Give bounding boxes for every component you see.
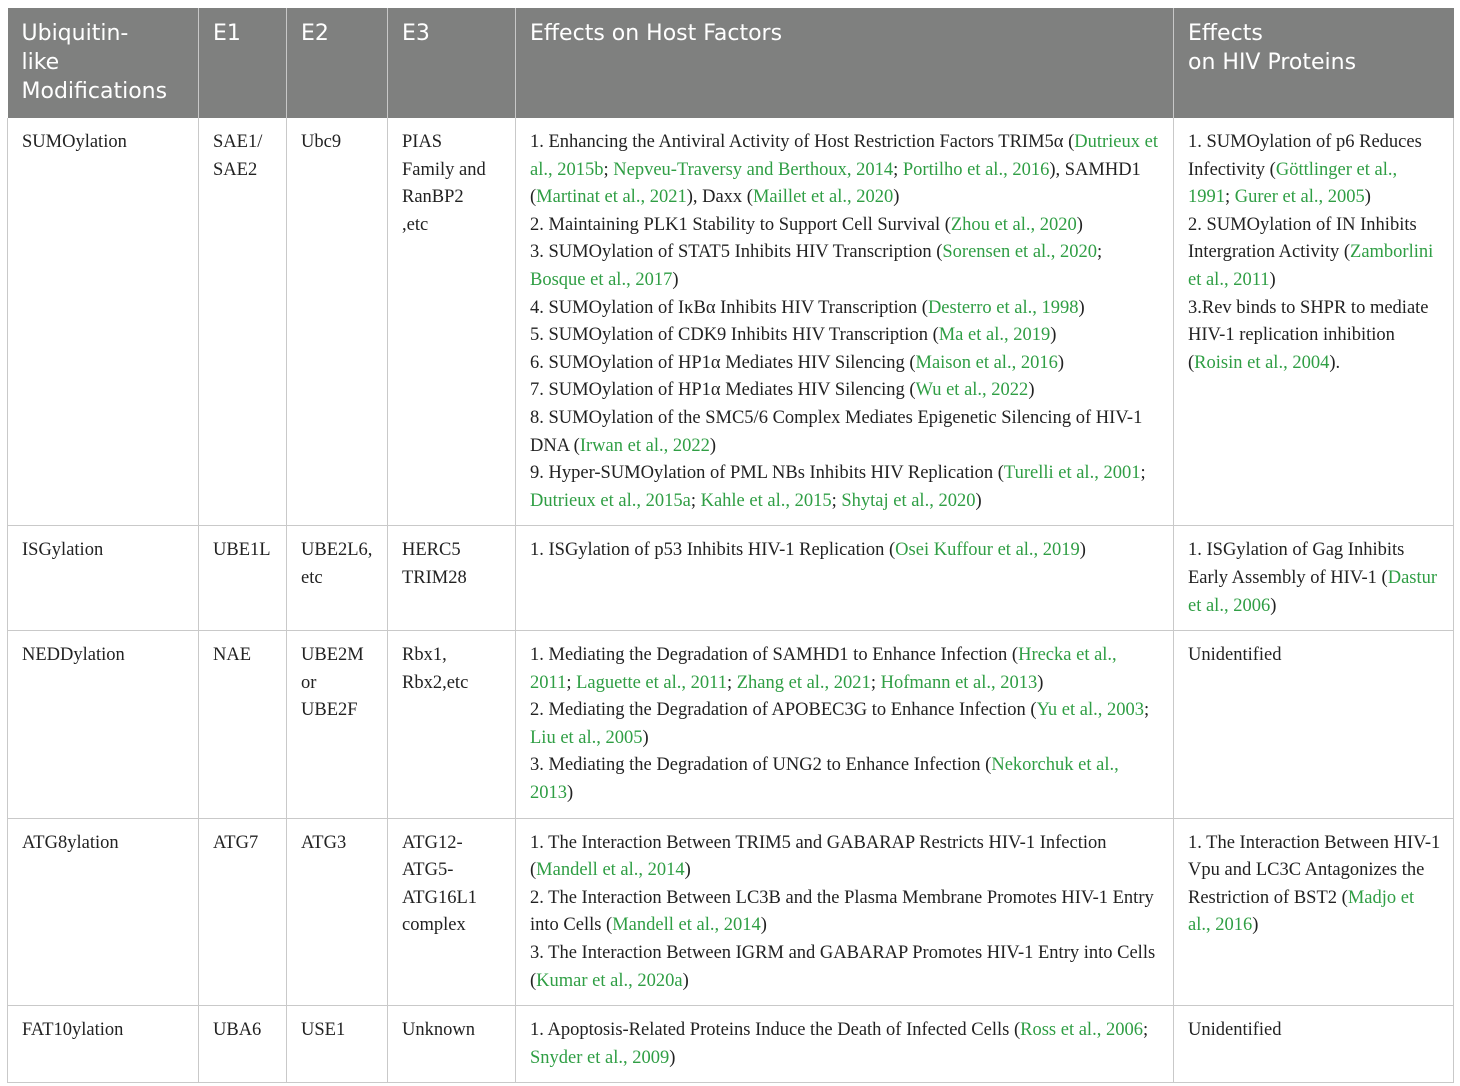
- effect-text: 2. Maintaining PLK1 Stability to Support Cell Survival (: [530, 214, 951, 235]
- header-e2: E2: [287, 8, 388, 118]
- citation-link[interactable]: Desterro et al., 1998: [927, 297, 1079, 318]
- effect-text: 1. ISGylation of p53 Inhibits HIV-1 Replication (: [530, 540, 896, 561]
- effect-text: ): [669, 1047, 676, 1068]
- effect-item: [1188, 1017, 1441, 1045]
- effect-text: ): [1252, 915, 1259, 936]
- table-body: [8, 118, 1454, 1083]
- effect-text: 2. SUMOylation of IN Inhibits Intergration Activity (: [1188, 214, 1417, 263]
- e3-cell: ATG12- ATG5- ATG16L1 complex: [388, 818, 516, 1006]
- effect-text: 2. The Interaction Between LC3B and the Plasma Membrane Promotes HIV-1 Entry into Cells (: [530, 887, 1154, 936]
- effect-item: [530, 752, 1161, 807]
- e1-cell: UBA6: [199, 1006, 287, 1083]
- e2-cell: UBE2M or UBE2F: [287, 631, 388, 819]
- effect-item: [530, 830, 1161, 885]
- effect-item: [1188, 212, 1441, 295]
- header-row: [8, 8, 1454, 118]
- effect-text: 3. Mediating the Degradation of UNG2 to Enhance Infection (: [530, 755, 992, 776]
- effect-text: 4. SUMOylation of IκBα Inhibits HIV Transcription (: [530, 297, 928, 318]
- effect-text: ): [709, 435, 717, 456]
- effect-item: [530, 322, 1161, 350]
- effect-text: ): [1364, 187, 1371, 208]
- effect-text: ): [1057, 352, 1064, 373]
- effect-item: [530, 460, 1161, 515]
- citation-link[interactable]: Kahle et al., 2015: [700, 490, 832, 511]
- table-row: [8, 118, 1454, 526]
- citation-link[interactable]: Bosque et al., 2017: [530, 269, 673, 290]
- effect-text: ;: [1142, 1020, 1149, 1041]
- citation-link[interactable]: Snyder et al., 2009: [530, 1047, 670, 1068]
- header-e1: E1: [199, 8, 287, 118]
- effect-text: 6. SUMOylation of HP1α Mediates HIV Silencing (: [530, 352, 916, 373]
- header-e3: E3: [388, 8, 516, 118]
- effect-text: 1. Apoptosis-Related Proteins Induce the Death of Infected Cells (: [530, 1020, 1021, 1041]
- effect-text: 1. ISGylation of Gag Inhibits Early Assembly of HIV-1 (: [1188, 540, 1405, 588]
- effect-text: ), Daxx (: [686, 187, 753, 208]
- effect-text: ): [682, 970, 689, 991]
- effect-text: ;: [893, 159, 903, 180]
- citation-link[interactable]: Gurer et al., 2005: [1234, 187, 1365, 208]
- effect-text: ;: [690, 490, 701, 511]
- effect-item: [530, 377, 1161, 405]
- modification-cell: ATG8ylation: [8, 818, 199, 1006]
- effect-item: [530, 642, 1161, 697]
- effect-item: [530, 405, 1161, 460]
- header-modifications: Ubiquitin- like Modifications: [8, 8, 199, 118]
- effect-item: [530, 1017, 1161, 1072]
- citation-link[interactable]: Shytaj et al., 2020: [841, 490, 976, 511]
- citation-link[interactable]: Zamborlini et al., 2011: [1188, 242, 1434, 290]
- e3-cell: HERC5 TRIM28: [388, 526, 516, 631]
- table-container: [7, 8, 1453, 1083]
- e1-cell: UBE1L: [199, 526, 287, 631]
- effect-text: ): [684, 860, 691, 881]
- effect-item: [530, 129, 1161, 212]
- e2-cell: Ubc9: [287, 118, 388, 526]
- citation-link[interactable]: Martinat et al., 2021: [536, 187, 687, 208]
- effect-text: 3. The Interaction Between IGRM and GABARAP Promotes HIV-1 Entry into Cells (: [530, 943, 1156, 991]
- effect-item: [1188, 129, 1441, 212]
- citation-link[interactable]: Turelli et al., 2001: [1003, 463, 1141, 484]
- effect-text: 1. SUMOylation of p6 Reduces Infectivity (: [1188, 132, 1422, 180]
- effect-text: ): [1270, 595, 1277, 616]
- e3-cell: Unknown: [388, 1006, 516, 1083]
- host-effects-cell: [516, 1006, 1174, 1083]
- effect-text: ;: [603, 159, 614, 180]
- header-hiv-effects: Effects on HIV Proteins: [1174, 8, 1454, 118]
- modification-cell: FAT10ylation: [8, 1006, 199, 1083]
- citation-link[interactable]: Ross et al., 2006: [1020, 1020, 1143, 1041]
- citation-link[interactable]: Roisin et al., 2004: [1194, 352, 1330, 373]
- effect-text: 3. SUMOylation of STAT5 Inhibits HIV Transcription (: [530, 242, 943, 263]
- e1-cell: ATG7: [199, 818, 287, 1006]
- effect-text: ): [1269, 269, 1276, 290]
- citation-link[interactable]: Göttlinger et al., 1991: [1188, 159, 1398, 208]
- citation-link[interactable]: Portilho et al., 2016: [902, 159, 1050, 180]
- effect-text: ): [1076, 214, 1083, 235]
- e2-cell: ATG3: [287, 818, 388, 1006]
- e2-cell: UBE2L6, etc: [287, 526, 388, 631]
- effect-text: ): [567, 783, 574, 804]
- effect-text: 2. Mediating the Degradation of APOBEC3G to Enhance Infection (: [530, 700, 1037, 721]
- effect-text: ;: [1140, 463, 1146, 484]
- hiv-effects-cell: [1174, 526, 1454, 631]
- modification-cell: NEDDylation: [8, 631, 199, 819]
- effect-item: [530, 239, 1161, 294]
- effect-item: [530, 885, 1161, 940]
- effect-text: ): [760, 915, 767, 936]
- citation-link[interactable]: Maison et al., 2016: [915, 352, 1058, 373]
- modification-cell: ISGylation: [8, 526, 199, 631]
- effect-text: ): [1079, 540, 1086, 561]
- citation-link[interactable]: Kumar et al., 2020a: [536, 970, 683, 991]
- effect-text: ): [975, 490, 982, 511]
- ubl-modifications-table: [7, 8, 1454, 1083]
- citation-link[interactable]: Zhou et al., 2020: [950, 214, 1077, 235]
- effect-text: 7. SUMOylation of HP1α Mediates HIV Silencing (: [530, 380, 916, 401]
- citation-link[interactable]: Osei Kuffour et al., 2019: [895, 540, 1080, 561]
- host-effects-cell: [516, 818, 1174, 1006]
- effect-text: 3.Rev binds to SHPR to mediate HIV-1 replication inhibition (: [1188, 297, 1429, 373]
- table-row: [8, 631, 1454, 819]
- effect-text: Unidentified: [1188, 1020, 1282, 1041]
- effect-text: ), SAMHD1 (: [530, 159, 1141, 208]
- effect-text: 1. The Interaction Between HIV-1 Vpu and LC3C Antagonizes the Restriction of BST2 (: [1188, 832, 1441, 908]
- citation-link[interactable]: Nepveu-Traversy and Berthoux, 2014: [613, 159, 894, 180]
- hiv-effects-cell: [1174, 1006, 1454, 1083]
- effect-item: [530, 350, 1161, 378]
- effect-text: ;: [1143, 700, 1150, 721]
- hiv-effects-cell: [1174, 818, 1454, 1006]
- e1-cell: SAE1/ SAE2: [199, 118, 287, 526]
- host-effects-cell: [516, 631, 1174, 819]
- effect-text: 5. SUMOylation of CDK9 Inhibits HIV Transcription (: [530, 325, 939, 346]
- e2-cell: USE1: [287, 1006, 388, 1083]
- effect-item: [530, 940, 1161, 995]
- effect-text: 1. Enhancing the Antiviral Activity of Host Restriction Factors TRIM5α (: [530, 132, 1075, 152]
- effect-text: Unidentified: [1188, 645, 1282, 666]
- citation-link[interactable]: Sorensen et al., 2020: [942, 242, 1098, 263]
- table-row: [8, 526, 1454, 631]
- citation-link[interactable]: Dutrieux et al., 2015a: [530, 490, 691, 511]
- effect-text: ): [893, 187, 900, 208]
- e1-cell: NAE: [199, 631, 287, 819]
- effect-text: ): [1078, 297, 1085, 318]
- effect-text: ): [1050, 325, 1057, 346]
- citation-link[interactable]: Dutrieux et al., 2015b: [530, 132, 1158, 180]
- citation-link[interactable]: Dastur et al., 2006: [1188, 567, 1438, 616]
- effect-text: 8. SUMOylation of the SMC5/6 Complex Mediates Epigenetic Silencing of HIV-1 DNA (: [530, 407, 1143, 456]
- effect-item: [1188, 295, 1441, 378]
- citation-link[interactable]: Nekorchuk et al., 2013: [530, 755, 1119, 804]
- effect-text: ).: [1329, 352, 1341, 373]
- effect-item: [530, 697, 1161, 752]
- effect-item: [1188, 642, 1441, 670]
- effect-text: ): [1028, 380, 1035, 401]
- citation-link[interactable]: Madjo et al., 2016: [1188, 887, 1415, 936]
- effect-text: ): [642, 727, 649, 748]
- effect-text: ;: [1097, 242, 1103, 263]
- effect-text: ;: [870, 672, 881, 693]
- host-effects-cell: [516, 526, 1174, 631]
- effect-item: [530, 295, 1161, 323]
- citation-link[interactable]: Wu et al., 2022: [915, 380, 1029, 401]
- effect-item: [530, 212, 1161, 240]
- table-row: [8, 818, 1454, 1006]
- modification-cell: SUMOylation: [8, 118, 199, 526]
- citation-link[interactable]: Hofmann et al., 2013: [880, 672, 1038, 693]
- citation-link[interactable]: Ma et al., 2019: [938, 325, 1051, 346]
- effect-text: ): [672, 269, 679, 290]
- citation-link[interactable]: Hrecka et al., 2011: [530, 645, 1117, 693]
- effect-item: [530, 537, 1161, 565]
- citation-link[interactable]: Liu et al., 2005: [530, 727, 643, 748]
- effect-text: 1. Mediating the Degradation of SAMHD1 to Enhance Infection (: [530, 645, 1019, 666]
- host-effects-cell: [516, 118, 1174, 526]
- header-host-effects: Effects on Host Factors: [516, 8, 1174, 118]
- effect-text: 9. Hyper-SUMOylation of PML NBs Inhibits HIV Replication (: [530, 463, 1004, 484]
- effect-text: ;: [831, 490, 842, 511]
- citation-link[interactable]: Laguette et al., 2011: [576, 672, 727, 693]
- effect-item: [1188, 830, 1441, 940]
- citation-link[interactable]: Mandell et al., 2014: [612, 915, 761, 936]
- effect-text: ;: [726, 672, 737, 693]
- effect-text: 1. The Interaction Between TRIM5 and GABARAP Restricts HIV-1 Infection (: [530, 832, 1107, 881]
- citation-link[interactable]: Maillet et al., 2020: [752, 187, 894, 208]
- table-row: [8, 1006, 1454, 1083]
- citation-link[interactable]: Zhang et al., 2021: [736, 672, 871, 693]
- citation-link[interactable]: Yu et al., 2003: [1036, 700, 1144, 721]
- effect-text: ;: [566, 672, 577, 693]
- e3-cell: PIAS Family and RanBP2 ,etc: [388, 118, 516, 526]
- effect-item: [1188, 537, 1441, 620]
- e3-cell: Rbx1, Rbx2,etc: [388, 631, 516, 819]
- citation-link[interactable]: Irwan et al., 2022: [579, 435, 710, 456]
- effect-text: ): [1037, 672, 1044, 693]
- effect-text: ;: [1225, 187, 1235, 208]
- hiv-effects-cell: [1174, 631, 1454, 819]
- citation-link[interactable]: Mandell et al., 2014: [536, 860, 685, 881]
- hiv-effects-cell: [1174, 118, 1454, 526]
